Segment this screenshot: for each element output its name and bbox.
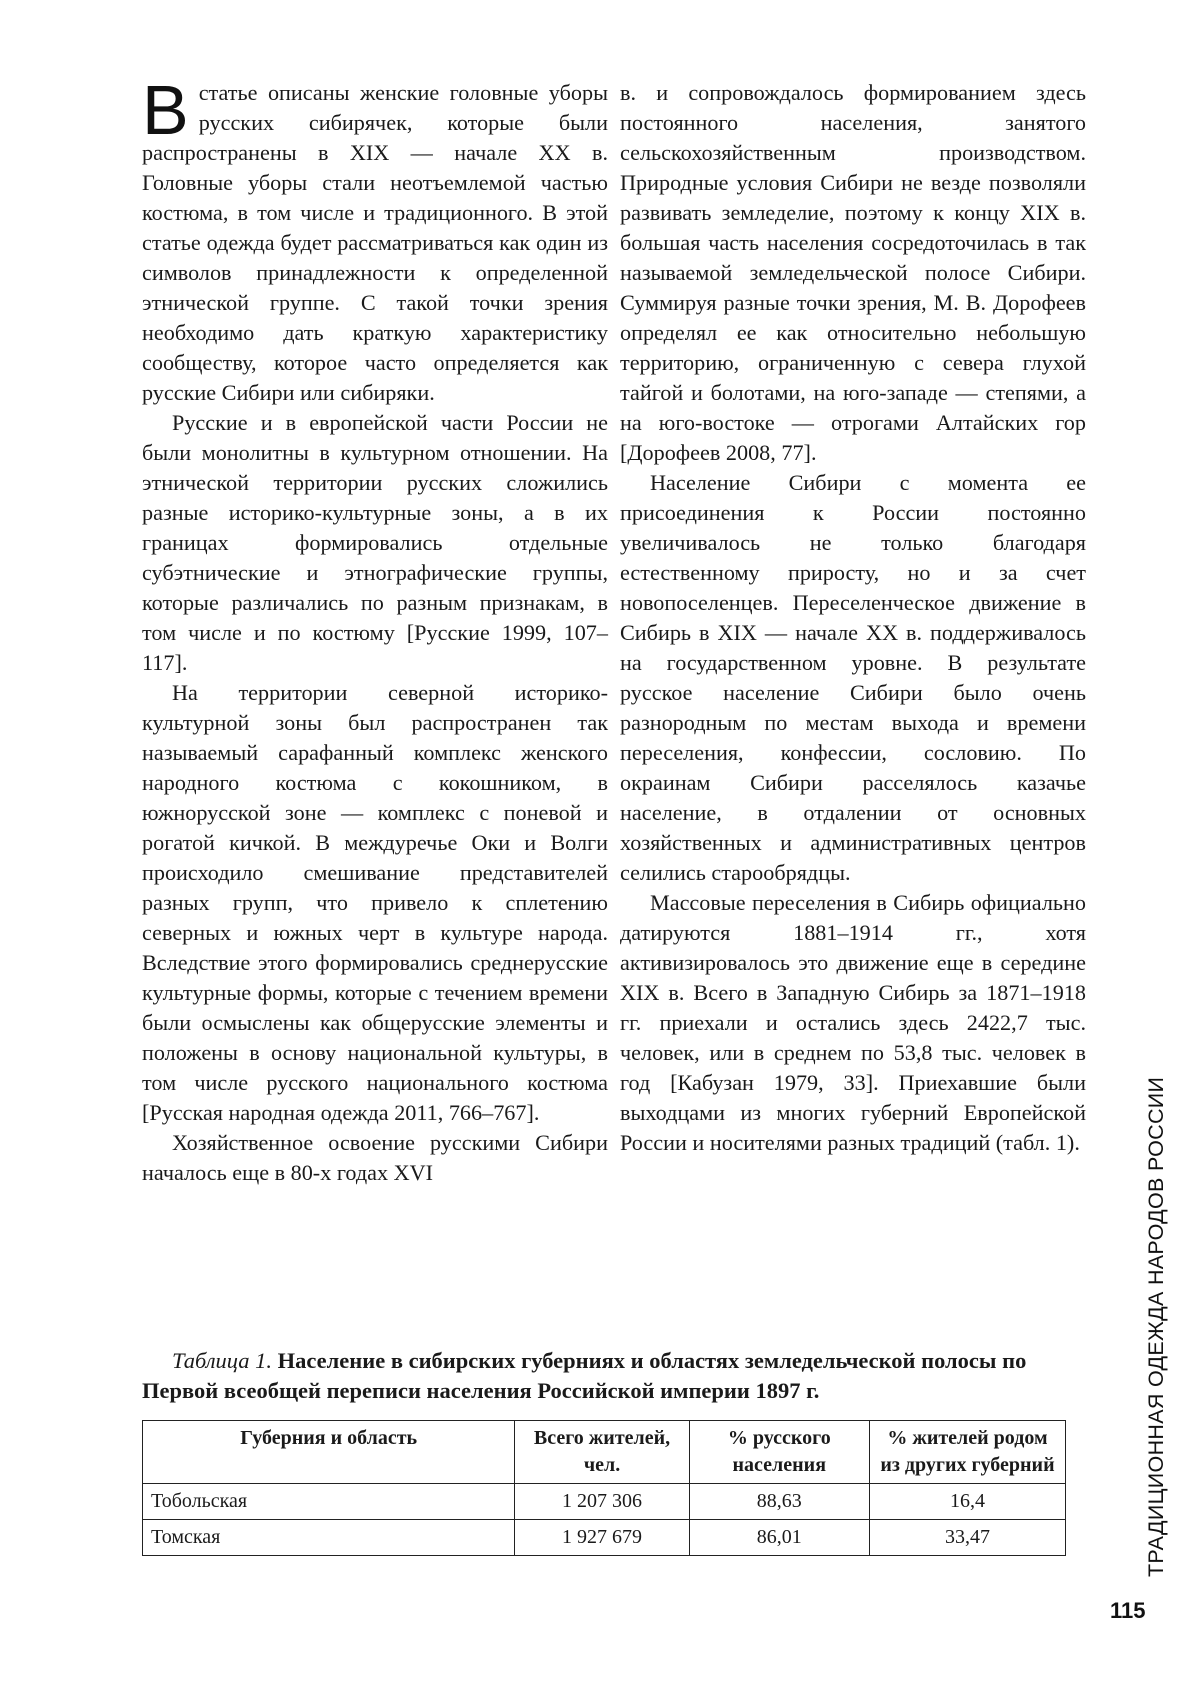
table-cell: 88,63	[689, 1484, 869, 1520]
table-header-cell: % жителей родом из других губерний	[869, 1421, 1065, 1484]
table-header-cell: Всего жителей, чел.	[515, 1421, 689, 1484]
table-cell: 1 207 306	[515, 1484, 689, 1520]
running-section-title: ТРАДИЦИОННАЯ ОДЕЖДА НАРОДОВ РОССИИ	[1144, 1076, 1168, 1577]
paragraph: Население Сибири с момента ее присоединения к России постоянно увеличивалось не только благодаря естественному приросту, но и за счет новопоселенцев. Переселенческое движение в Сибирь в XIX — начале XX в. поддерживалось на государственном уровне. В результате русское население Сибири было очень разнородным по местам выхода и времени переселения, конфессии, сословию. По окраинам Сибири расселялось казачье население, в отдалении от основных хозяйственных и административных центров селились старообрядцы.	[620, 470, 1086, 885]
population-table	[142, 1420, 1066, 1556]
paragraph: Хозяйственное освоение русскими Сибири началось еще в 80-х годах XVI	[142, 1130, 608, 1185]
table-header-row	[143, 1421, 1066, 1484]
paragraph	[142, 71, 608, 408]
paragraph: Русские и в европейской части России не были монолитны в культурном отношении. На этнической территории русских сложились разные историко-культурные зоны, а в их границах формировались отдельные субэтнические и этнографические группы, которые различались по разным признакам, в том числе и по костюму [Русские 1999, 107–117].	[142, 410, 608, 675]
table-caption-title: Население в сибирских губерниях и областях земледельческой полосы по Первой всеобщей переписи населения Российской империи 1897 г.	[142, 1348, 1027, 1403]
table-cell: 16,4	[869, 1484, 1065, 1520]
table-cell: 86,01	[689, 1520, 869, 1556]
table-caption-label: Таблица 1.	[172, 1348, 273, 1373]
paragraph: На территории северной историко-культурной зоны был распространен так называемый сарафанный комплекс женского народного костюма с кокошником, в южнорусской зоне — комплекс с поневой и рогатой кичкой. В междуречье Оки и Волги происходило смешивание представителей разных групп, что привело к сплетению северных и южных черт в культуре народа. Вследствие этого формировались среднерусские культурные формы, которые с течением времени были осмыслены как общерусские элементы и положены в основу национальной культуры, в том числе русского национального костюма [Русская народная одежда 2011, 766–767].	[142, 680, 608, 1125]
paragraph: в. и сопровождалось формированием здесь постоянного населения, занятого сельскохозяйственным производством. Природные условия Сибири не везде позволяли развивать земледелие, поэтому к концу XIX в. большая часть населения сосредоточилась в так называемой земледельческой полосе Сибири. Суммируя разные точки зрения, М. В. Дорофеев определял ее как относительно небольшую территорию, ограниченную с севера глухой тайгой и болотами, на юго-западе — степями, а на юго-востоке — отрогами Алтайских гор [Дорофеев 2008, 77].	[620, 80, 1086, 465]
drop-cap: В	[142, 71, 189, 149]
table-row	[143, 1520, 1066, 1556]
text-column-right	[620, 78, 1086, 1158]
table-header-cell: % русского населения	[689, 1421, 869, 1484]
page-number: 115	[1110, 1598, 1146, 1623]
table-cell: Тобольская	[143, 1484, 515, 1520]
paragraph: Массовые переселения в Сибирь официально датируются 1881–1914 гг., хотя активизировалось это движение еще в середине XIX в. Всего в Западную Сибирь за 1871–1918 гг. приехали и остались здесь 2422,7 тыс. человек, или в среднем по 53,8 тыс. человек в год [Кабузан 1979, 33]. Приехавшие были выходцами из многих губерний Европейской России и носителями разных традиций (табл. 1).	[620, 890, 1086, 1155]
table-cell: 1 927 679	[515, 1520, 689, 1556]
table-row	[143, 1484, 1066, 1520]
table-cell: 33,47	[869, 1520, 1065, 1556]
table-caption	[142, 1346, 1066, 1406]
paragraph-text: статье описаны женские головные уборы русских сибирячек, которые были распространены в XIX — начале XX в. Головные уборы стали неотъемлемой частью костюма, в том числе и традиционного. В этой статье одежда будет рассматриваться как один из символов принадлежности к определенной этнической группе. С такой точки зрения необходимо дать краткую характеристику сообществу, которое часто определяется как русские Сибири или сибиряки.	[142, 80, 608, 405]
table-cell: Томская	[143, 1520, 515, 1556]
table-header-cell: Губерния и область	[143, 1421, 515, 1484]
text-column-left	[142, 71, 608, 1188]
